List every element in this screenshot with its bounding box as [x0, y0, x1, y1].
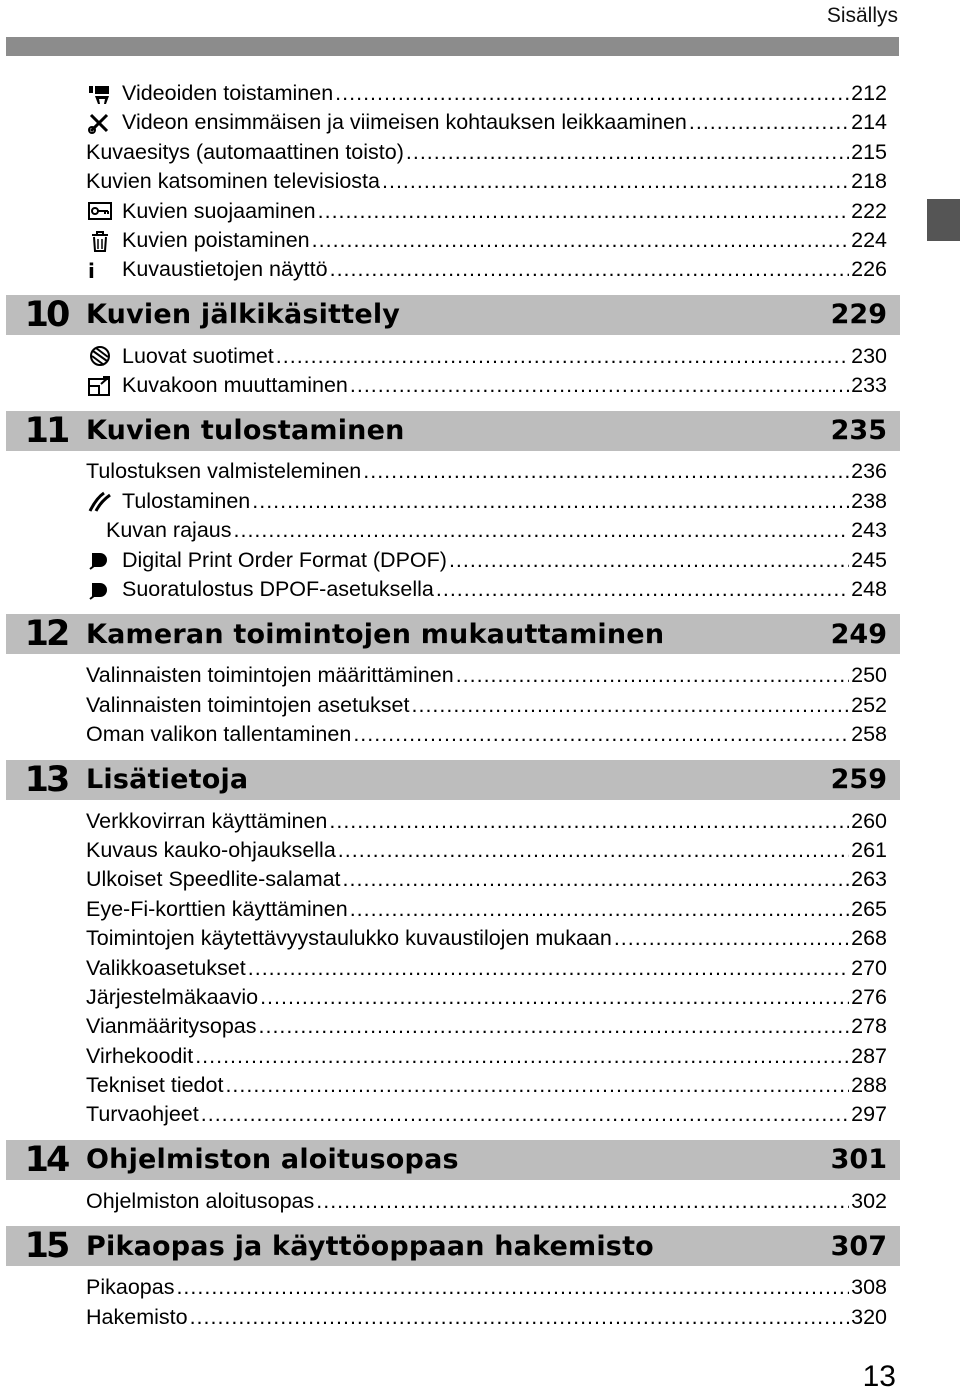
dot-leader	[195, 1046, 849, 1068]
toc-entry-page: 230	[851, 343, 887, 368]
toc-entry-eye-fi-korttien-kayttaminen[interactable]	[0, 895, 960, 924]
toc-entry-virhekoodit[interactable]	[0, 1042, 960, 1071]
dot-leader	[312, 230, 849, 252]
toc-entry-label: Turvaohjeet	[86, 1102, 199, 1127]
toc-entry-hakemisto[interactable]	[0, 1303, 960, 1332]
toc-entry-label: Luovat suotimet	[122, 343, 274, 368]
toc-entry-page: 214	[851, 110, 887, 135]
toc-entry-page: 258	[851, 722, 887, 747]
toc-entry-label: Oman valikon tallentaminen	[86, 722, 352, 747]
page-number: 13	[862, 1360, 896, 1393]
chapter-header-13[interactable]	[6, 760, 900, 800]
dot-leader	[330, 259, 850, 281]
toc-entry-label: Virhekoodit	[86, 1043, 194, 1068]
toc-entry-page: 222	[851, 198, 887, 223]
toc-entry-page: 212	[851, 80, 887, 105]
toc-entry-page: 278	[851, 1014, 887, 1039]
toc-entry-ohjelmiston-aloitusopas[interactable]	[0, 1187, 960, 1216]
dot-leader	[436, 579, 849, 601]
toc-entry-page: 243	[851, 518, 887, 543]
section-label: Sisällys	[826, 4, 898, 27]
toc-entry-page: 248	[851, 577, 887, 602]
toc-entry-label: Ulkoiset Speedlite-salamat	[86, 867, 341, 892]
toc-entry-label: Järjestelmäkaavio	[86, 984, 259, 1009]
toc-entry-page: 233	[851, 373, 887, 398]
toc-entry-page: 287	[851, 1043, 887, 1068]
chapter-page: 301	[830, 1144, 887, 1176]
chapter-title: Kuvien jälkikäsittely	[86, 299, 401, 331]
chapter-header-12[interactable]	[6, 614, 900, 654]
dpof-icon	[86, 548, 114, 572]
toc-entry-label: Valinnaisten toimintojen asetukset	[86, 692, 410, 717]
dot-leader	[318, 201, 849, 223]
resize-icon	[86, 374, 114, 398]
table-of-contents	[0, 79, 960, 1332]
toc-entry-vianmaaritysopas[interactable]	[0, 1012, 960, 1041]
toc-entry-label: Digital Print Order Format (DPOF)	[122, 547, 447, 572]
chapter-title: Lisätietoja	[86, 764, 249, 796]
toc-entry-page: 261	[851, 837, 887, 862]
chapter-title: Pikaopas ja käyttöoppaan hakemisto	[86, 1230, 654, 1262]
dot-leader	[353, 724, 849, 746]
chapter-number: 15	[24, 1226, 68, 1267]
toc-entry-page: 276	[851, 984, 887, 1009]
dot-leader	[176, 1277, 849, 1299]
toc-entry-toimintojen-kaytettavyystaulukko-kuvaustilojen-mukaan[interactable]	[0, 924, 960, 953]
toc-entry-page: 245	[851, 547, 887, 572]
toc-entry-page: 260	[851, 808, 887, 833]
dot-leader	[350, 899, 849, 921]
toc-entry-page: 320	[851, 1304, 887, 1329]
toc-entry-page: 270	[851, 955, 887, 980]
toc-entry-valinnaisten-toimintojen-asetukset[interactable]	[0, 691, 960, 720]
toc-entry-jarjestelmakaavio[interactable]	[0, 983, 960, 1012]
toc-entry-luovat-suotimet[interactable]	[0, 342, 960, 371]
toc-entry-label: Kuvaus kauko-ohjauksella	[86, 837, 336, 862]
dpof-icon	[86, 578, 114, 602]
dot-leader	[260, 987, 849, 1009]
toc-entry-label: Kuvakoon muuttaminen	[122, 373, 348, 398]
toc-entry-pikaopas[interactable]	[0, 1273, 960, 1302]
toc-entry-tekniset-tiedot[interactable]	[0, 1071, 960, 1100]
chapter-title: Kameran toimintojen mukauttaminen	[86, 618, 665, 650]
toc-entry-page: 288	[851, 1073, 887, 1098]
chapter-page: 229	[830, 299, 887, 331]
svg-text:i: i	[88, 259, 95, 282]
toc-entry-label: Tulostuksen valmisteleminen	[86, 459, 362, 484]
toc-entry-label: Kuvien suojaaminen	[122, 198, 316, 223]
chapter-page: 249	[830, 618, 887, 650]
key-protect-icon	[86, 199, 114, 223]
toc-entry-page: 252	[851, 692, 887, 717]
chapter-page: 307	[830, 1230, 887, 1262]
dot-leader	[406, 142, 849, 164]
dot-leader	[225, 1075, 849, 1097]
trash-icon	[86, 229, 114, 253]
toc-entry-tulostaminen[interactable]	[0, 487, 960, 516]
toc-entry-label: Hakemisto	[86, 1304, 188, 1329]
dot-leader	[201, 1104, 849, 1126]
chapter-title: Ohjelmiston aloitusopas	[86, 1144, 459, 1176]
direct-print-icon	[86, 490, 114, 514]
toc-entry-page: 250	[851, 663, 887, 688]
toc-entry-label: Ohjelmiston aloitusopas	[86, 1188, 315, 1213]
dot-leader	[190, 1307, 850, 1329]
toc-entry-turvaohjeet[interactable]	[0, 1101, 960, 1130]
scissors-icon	[86, 111, 114, 135]
toc-entry-label: Suoratulostus DPOF-asetuksella	[122, 577, 434, 602]
toc-entry-oman-valikon-tallentaminen[interactable]	[0, 720, 960, 749]
dot-leader	[234, 520, 850, 542]
toc-entry-label: Toimintojen käytettävyystaulukko kuvaustilojen mukaan	[86, 926, 612, 951]
dot-leader	[412, 695, 850, 717]
chapter-title: Kuvien tulostaminen	[86, 415, 405, 447]
toc-entry-ulkoiset-speedlite-salamat[interactable]	[0, 865, 960, 894]
toc-entry-kuvien-katsominen-televisiosta[interactable]	[0, 167, 960, 196]
chapter-header-11[interactable]	[6, 411, 900, 451]
dot-leader	[363, 461, 849, 483]
toc-entry-label: Verkkovirran käyttäminen	[86, 808, 328, 833]
chapter-number: 13	[24, 759, 68, 800]
toc-entry-kuvakoon-muuttaminen[interactable]	[0, 371, 960, 400]
chapter-header-15[interactable]	[6, 1226, 900, 1266]
dot-leader	[343, 869, 850, 891]
toc-entry-kuvien-poistaminen[interactable]	[0, 226, 960, 255]
toc-entry-digital-print-order-format-dpof[interactable]	[0, 546, 960, 575]
dot-leader	[350, 375, 849, 397]
dot-leader	[329, 811, 849, 833]
toc-entry-label: Tulostaminen	[122, 488, 251, 513]
toc-entry-page: 265	[851, 896, 887, 921]
toc-entry-page: 224	[851, 227, 887, 252]
toc-entry-page: 297	[851, 1102, 887, 1127]
toc-entry-label: Tekniset tiedot	[86, 1073, 224, 1098]
toc-entry-label: Valinnaisten toimintojen määrittäminen	[86, 663, 454, 688]
toc-entry-page: 308	[851, 1275, 887, 1300]
dot-leader	[614, 928, 849, 950]
chapter-number: 14	[24, 1139, 68, 1180]
toc-entry-valinnaisten-toimintojen-maarittaminen[interactable]	[0, 661, 960, 690]
toc-entry-page: 238	[851, 488, 887, 513]
toc-entry-page: 215	[851, 139, 887, 164]
toc-entry-label: Kuvan rajaus	[106, 518, 232, 543]
toc-entry-label: Kuvien katsominen televisiosta	[86, 169, 380, 194]
dot-leader	[689, 112, 849, 134]
toc-entry-verkkovirran-kayttaminen[interactable]	[0, 807, 960, 836]
toc-entry-kuvaesitys-automaattinen-toisto[interactable]	[0, 138, 960, 167]
toc-entry-videoiden-toistaminen[interactable]	[0, 79, 960, 108]
dot-leader	[248, 958, 849, 980]
chapter-header-10[interactable]	[6, 295, 900, 335]
chapter-page: 259	[830, 764, 887, 796]
toc-entry-label: Eye-Fi-korttien käyttäminen	[86, 896, 348, 921]
toc-entry-tulostuksen-valmisteleminen[interactable]	[0, 458, 960, 487]
chapter-header-14[interactable]	[6, 1140, 900, 1180]
dot-leader	[456, 665, 849, 687]
toc-entry-label: Videoiden toistaminen	[122, 80, 334, 105]
dot-leader	[259, 1016, 850, 1038]
dot-leader	[316, 1191, 849, 1213]
dot-leader	[276, 346, 849, 368]
toc-entry-label: Kuvien poistaminen	[122, 227, 310, 252]
info-button-icon	[86, 258, 114, 282]
toc-entry-label: Videon ensimmäisen ja viimeisen kohtauksen leikkaaminen	[122, 110, 687, 135]
toc-entry-page: 226	[851, 257, 887, 282]
toc-entry-label: Vianmääritysopas	[86, 1014, 257, 1039]
toc-entry-kuvaustietojen-naytto[interactable]	[0, 255, 960, 284]
header-bar	[6, 37, 899, 56]
dot-leader	[338, 840, 849, 862]
toc-entry-suoratulostus-dpof-asetuksella[interactable]	[0, 575, 960, 604]
chapter-number: 11	[24, 410, 68, 451]
toc-entry-page: 236	[851, 459, 887, 484]
movie-playback-icon	[86, 82, 114, 106]
toc-entry-kuvan-rajaus[interactable]	[0, 516, 960, 545]
chapter-page: 235	[830, 415, 887, 447]
toc-entry-kuvaus-kauko-ohjauksella[interactable]	[0, 836, 960, 865]
toc-entry-kuvien-suojaaminen[interactable]	[0, 197, 960, 226]
toc-entry-valikkoasetukset[interactable]	[0, 954, 960, 983]
dot-leader	[335, 83, 849, 105]
chapter-number: 10	[24, 294, 68, 335]
toc-entry-videon-ensimmaisen-ja-viimeisen-kohtauksen-leikkaaminen[interactable]	[0, 108, 960, 137]
creative-filter-icon	[86, 344, 114, 368]
toc-entry-label: Pikaopas	[86, 1275, 175, 1300]
toc-entry-label: Valikkoasetukset	[86, 955, 246, 980]
toc-entry-page: 218	[851, 169, 887, 194]
dot-leader	[449, 550, 849, 572]
toc-entry-label: Kuvaesitys (automaattinen toisto)	[86, 139, 404, 164]
toc-entry-page: 268	[851, 926, 887, 951]
chapter-number: 12	[24, 614, 68, 655]
dot-leader	[382, 171, 849, 193]
toc-entry-label: Kuvaustietojen näyttö	[122, 257, 328, 282]
dot-leader	[252, 491, 849, 513]
toc-entry-page: 302	[851, 1188, 887, 1213]
toc-entry-page: 263	[851, 867, 887, 892]
